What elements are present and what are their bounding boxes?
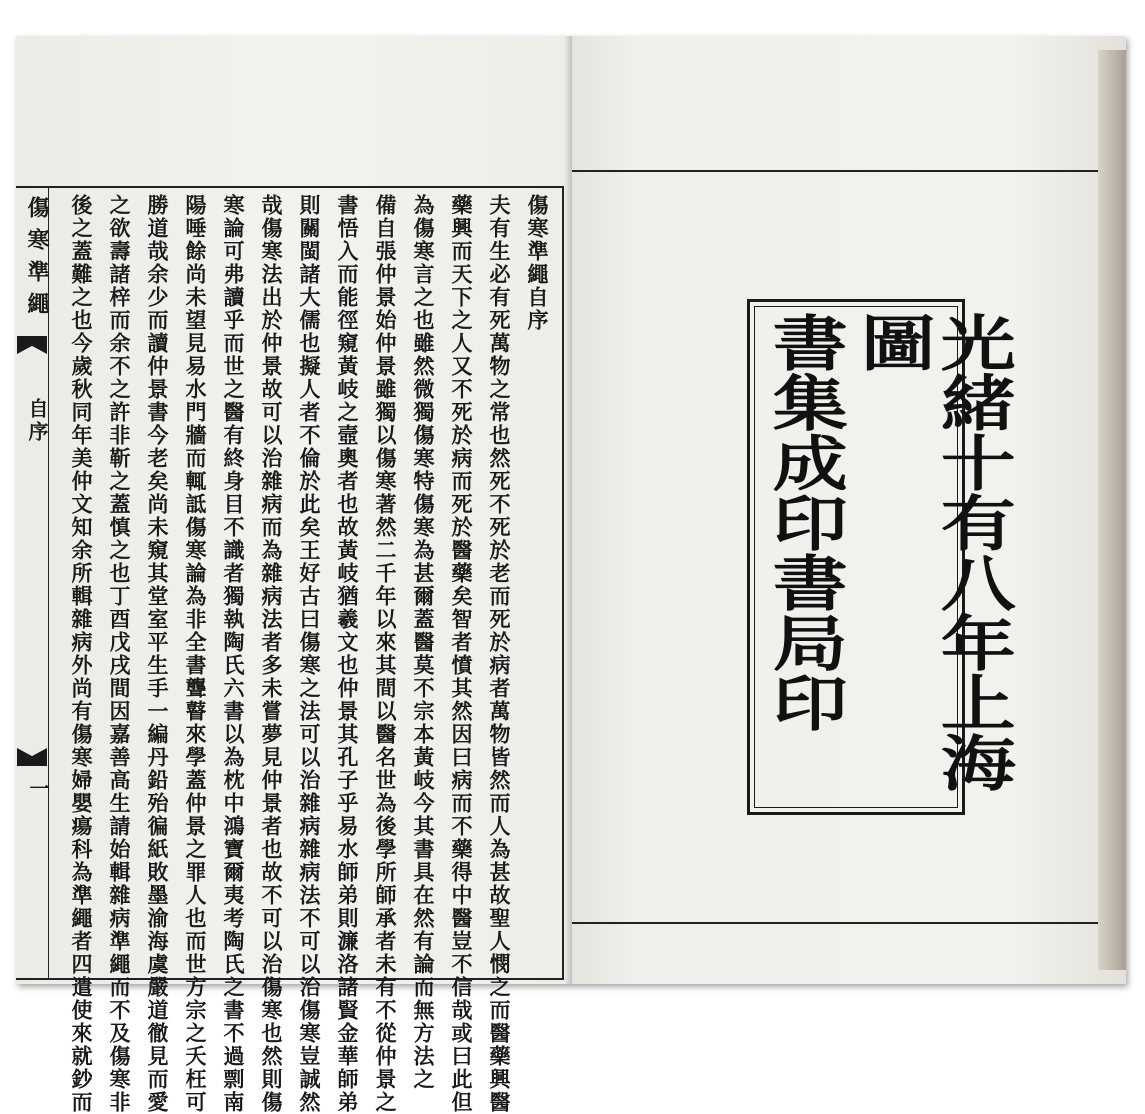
text-column-title: 傷寒準繩自序 [525,194,550,332]
text-column: 藥興而天下之人又不死於病而死於醫藥矣智者憤其然因曰病而不藥得中醫豈不信哉或曰此但 [449,194,474,1114]
fishtail-mark-top-icon [17,336,47,354]
text-column: 寒論可弗讀乎而世之醫有終身目不識者獨執陶氏六書以為枕中鴻寶爾夷考陶氏之書不過剽南 [221,194,246,1114]
text-column: 書悟入而能徑窺黃岐之壼奧者也故黃岐猶羲文也仲景其孔子乎易水師弟則濂洛諸賢金華師弟 [335,194,360,1114]
text-column: 之欲壽諸梓而余不之許非靳之蓋慎之也丁酉戊戌間因嘉善高生請始輯雜病準繩而不及傷寒非 [107,194,132,1114]
text-column: 勝道哉余少而讀仲景書今老矣尚未窺其堂室平生手一編丹鉛殆徧紙敗墨渝海虞嚴道徹見而愛 [145,194,170,1114]
text-column: 備自張仲景始仲景雖獨以傷寒著然二千年以來其間以醫名世為後學所師承者未有不從仲景之 [373,194,398,1114]
page-number: 一 [26,778,50,798]
page-edge-shadow [1098,50,1126,970]
frame-rule-bottom [572,922,1106,924]
text-column: 則關閩諸大儒也擬人者不倫於此矣王好古曰傷寒之法可以治雜病雜病法不可以治傷寒豈誠然 [297,194,322,1114]
page-margin [16,188,49,978]
text-column: 夫有生必有死萬物之常也然死不死於老而死於病者萬物皆然而人為甚故聖人憫之而醫藥興醫 [487,194,512,1114]
text-column: 為傷寒言之也雖然微獨傷寒特傷寒為甚爾蓋醫莫不宗本黃岐今其書具在然有論而無方法之 [411,194,436,1091]
colophon-line: 書集成印書局印 [760,312,848,732]
text-column: 後之蓋難之也今歲秋同年美仲文知余所輯雜病外尚有傷寒婦嬰瘍科為準繩者四遣使來就鈔而 [69,194,94,1114]
left-page [16,36,573,1114]
text-column: 陽唾餘尚未望見易水門牆而輒詆傷寒論為非全書聾瞽來學蓋仲景之罪人也而世方宗之夭枉可 [183,194,208,1114]
frame-rule-top [572,170,1106,172]
section-label: 自序 [25,398,49,444]
fishtail-mark-bottom-icon [17,748,47,766]
running-title: 傷寒準繩 [24,196,50,324]
text-frame [16,186,564,1114]
colophon-box [747,299,1016,815]
colophon-line: 光緒十有八年上海圖 [848,312,1016,792]
text-column: 哉傷寒法出於仲景故可以治雜病而為雜病法者多未嘗夢見仲景者也故不可以治傷寒也然則傷 [259,194,284,1114]
open-book [16,36,1126,1114]
right-page [572,36,1126,984]
